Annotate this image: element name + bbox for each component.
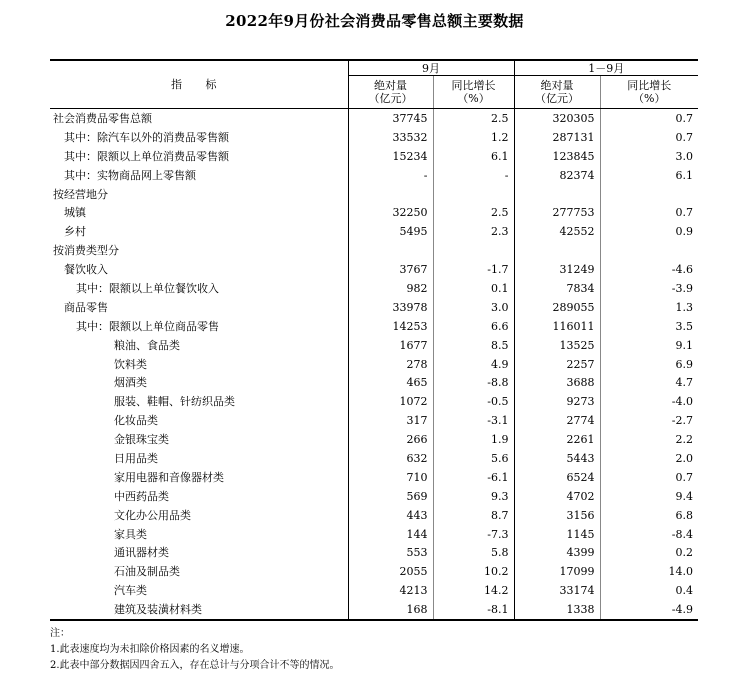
table-row xyxy=(50,468,698,487)
sep-value-cell: 33532 xyxy=(348,128,433,147)
sep-growth-cell: -6.1 xyxy=(433,468,514,487)
sep-value-cell: 2055 xyxy=(348,562,433,581)
sep-growth-cell: 5.6 xyxy=(433,449,514,468)
sep-value-cell xyxy=(348,185,433,204)
row-label: 石油及制品类 xyxy=(50,562,348,581)
sep-growth-cell: 0.1 xyxy=(433,279,514,298)
ytd-growth-cell: 6.1 xyxy=(675,168,693,182)
sep-growth-cell: 1.9 xyxy=(433,430,514,449)
ytd-growth-cell: 6.9 xyxy=(675,357,693,371)
ytd-value-cell: 2261 xyxy=(514,430,600,449)
table-row xyxy=(50,109,698,128)
ytd-value-cell: 82374 xyxy=(514,166,600,185)
row-label: 建筑及装潢材料类 xyxy=(50,600,348,620)
ytd-value-cell: 5443 xyxy=(514,449,600,468)
ytd-growth-cell: 0.7 xyxy=(675,470,693,484)
sep-growth-cell: -8.1 xyxy=(433,600,514,620)
sep-value-cell: 982 xyxy=(348,279,433,298)
table-row xyxy=(50,298,698,317)
table-row xyxy=(50,128,698,147)
abs-value-label: 绝对量 xyxy=(374,79,407,92)
row-label: 家具类 xyxy=(50,525,348,544)
table-row xyxy=(50,317,698,336)
footnote-2: 2.此表中部分数据因四舍五入，存在总计与分项合计不等的情况。 xyxy=(50,660,340,671)
growth-label: 同比增长 xyxy=(627,79,672,92)
table-row xyxy=(50,600,698,620)
table-row xyxy=(50,279,698,298)
ytd-value-cell: 287131 xyxy=(514,128,600,147)
growth-unit: （%） xyxy=(633,92,666,105)
ytd-value-cell: 42552 xyxy=(514,222,600,241)
ytd-growth-cell: 2.0 xyxy=(675,451,693,465)
sep-abs-value-header xyxy=(348,76,433,109)
ytd-growth-cell: 9.4 xyxy=(675,489,693,503)
sep-growth-cell: -1.7 xyxy=(433,260,514,279)
ytd-value-cell: 6524 xyxy=(514,468,600,487)
table-row xyxy=(50,241,698,260)
sep-growth-cell: -0.5 xyxy=(433,392,514,411)
ytd-value-cell: 123845 xyxy=(514,147,600,166)
ytd-value-cell: 116011 xyxy=(514,317,600,336)
sep-growth-cell: 8.5 xyxy=(433,336,514,355)
ytd-growth-cell: -2.7 xyxy=(671,414,693,428)
table-row xyxy=(50,185,698,204)
sep-value-cell: 33978 xyxy=(348,298,433,317)
row-label: 其中：限额以上单位消费品零售额 xyxy=(50,147,348,166)
table-header xyxy=(50,60,698,109)
sep-growth-cell: 6.6 xyxy=(433,317,514,336)
sep-value-cell: 168 xyxy=(348,600,433,620)
row-label: 其中：限额以上单位商品零售 xyxy=(50,317,348,336)
sep-value-cell: 1072 xyxy=(348,392,433,411)
ytd-growth-cell xyxy=(600,241,698,260)
sep-growth-cell: 8.7 xyxy=(433,506,514,525)
ytd-growth-cell: 0.7 xyxy=(675,111,693,125)
sep-value-cell: 278 xyxy=(348,355,433,374)
table-row xyxy=(50,336,698,355)
row-label: 中西药品类 xyxy=(50,487,348,506)
sep-value-cell xyxy=(348,241,433,260)
sep-growth-cell: 5.8 xyxy=(433,543,514,562)
sep-value-cell: 317 xyxy=(348,411,433,430)
table-row xyxy=(50,449,698,468)
ytd-value-cell: 4399 xyxy=(514,543,600,562)
ytd-value-cell: 4702 xyxy=(514,487,600,506)
row-label: 饮料类 xyxy=(50,355,348,374)
sep-growth-cell: - xyxy=(433,166,514,185)
sep-value-cell: 569 xyxy=(348,487,433,506)
ytd-growth-cell xyxy=(600,185,698,204)
sep-value-cell: 4213 xyxy=(348,581,433,600)
ytd-growth-cell: 0.7 xyxy=(675,130,693,144)
ytd-value-cell: 9273 xyxy=(514,392,600,411)
row-label: 金银珠宝类 xyxy=(50,430,348,449)
ytd-value-cell: 277753 xyxy=(514,203,600,222)
sep-growth-cell: 6.1 xyxy=(433,147,514,166)
row-label: 烟酒类 xyxy=(50,373,348,392)
ytd-value-cell: 2774 xyxy=(514,411,600,430)
ytd-growth-cell: 0.7 xyxy=(675,206,693,220)
row-label: 粮油、食品类 xyxy=(50,336,348,355)
table-row xyxy=(50,525,698,544)
table-row xyxy=(50,355,698,374)
row-label: 其中：实物商品网上零售额 xyxy=(50,166,348,185)
ytd-growth-cell: 4.7 xyxy=(675,376,693,390)
sep-value-cell: - xyxy=(348,166,433,185)
ytd-value-cell: 1145 xyxy=(514,525,600,544)
row-label: 文化办公用品类 xyxy=(50,506,348,525)
ytd-value-cell: 1338 xyxy=(514,600,600,620)
sep-growth-cell: -3.1 xyxy=(433,411,514,430)
ytd-growth-cell: 1.3 xyxy=(675,300,693,314)
ytd-value-cell: 2257 xyxy=(514,355,600,374)
row-label: 乡村 xyxy=(50,222,348,241)
ytd-growth-cell: 2.2 xyxy=(675,433,693,447)
sep-growth-cell: 14.2 xyxy=(433,581,514,600)
sep-value-cell: 553 xyxy=(348,543,433,562)
sep-growth-cell: 1.2 xyxy=(433,128,514,147)
ytd-growth-cell: 3.0 xyxy=(675,149,693,163)
row-label: 其中：除汽车以外的消费品零售额 xyxy=(50,128,348,147)
sep-value-cell: 144 xyxy=(348,525,433,544)
sep-value-cell: 632 xyxy=(348,449,433,468)
jan-sep-header: 1－9月 xyxy=(514,60,698,76)
ytd-growth-cell: -4.6 xyxy=(671,263,693,277)
ytd-value-cell: 7834 xyxy=(514,279,600,298)
sep-growth-cell: 10.2 xyxy=(433,562,514,581)
ytd-growth-cell: 9.1 xyxy=(675,338,693,352)
sep-growth-cell: 9.3 xyxy=(433,487,514,506)
row-label: 社会消费品零售总额 xyxy=(50,109,348,128)
ytd-growth-cell: 6.8 xyxy=(675,508,693,522)
row-label: 汽车类 xyxy=(50,581,348,600)
sep-growth-cell: -8.8 xyxy=(433,373,514,392)
ytd-value-cell: 33174 xyxy=(514,581,600,600)
footnote-1: 1.此表速度均为未扣除价格因素的名义增速。 xyxy=(50,644,250,655)
table-row xyxy=(50,562,698,581)
row-label: 按经营地分 xyxy=(50,185,348,204)
abs-value-unit: （亿元） xyxy=(368,92,413,105)
ytd-value-cell xyxy=(514,241,600,260)
ytd-growth-cell: 0.2 xyxy=(675,546,693,560)
ytd-growth-cell: -4.0 xyxy=(671,395,693,409)
ytd-growth-cell: -8.4 xyxy=(671,527,693,541)
table-body xyxy=(50,109,698,621)
abs-value-unit: （亿元） xyxy=(535,92,579,105)
row-label: 服装、鞋帽、针纺织品类 xyxy=(50,392,348,411)
sep-value-cell: 15234 xyxy=(348,147,433,166)
sep-value-cell: 266 xyxy=(348,430,433,449)
indicator-header: 指 标 xyxy=(50,60,348,109)
row-label: 餐饮收入 xyxy=(50,260,348,279)
sep-value-cell: 3767 xyxy=(348,260,433,279)
table-row xyxy=(50,222,698,241)
ytd-growth-cell: -4.9 xyxy=(600,600,698,620)
footnotes xyxy=(50,626,340,674)
retail-sales-table xyxy=(50,59,698,621)
table-row xyxy=(50,392,698,411)
ytd-growth-cell: 3.5 xyxy=(675,319,693,333)
sep-growth-header xyxy=(433,76,514,109)
row-label: 按消费类型分 xyxy=(50,241,348,260)
ytd-value-cell: 3688 xyxy=(514,373,600,392)
sep-growth-cell: -7.3 xyxy=(433,525,514,544)
row-label: 城镇 xyxy=(50,203,348,222)
row-label: 其中：限额以上单位餐饮收入 xyxy=(50,279,348,298)
row-label: 日用品类 xyxy=(50,449,348,468)
sep-value-cell: 37745 xyxy=(348,109,433,128)
table-row xyxy=(50,411,698,430)
table-row xyxy=(50,487,698,506)
document-title: 2022年9月份社会消费品零售总额主要数据 xyxy=(225,12,524,30)
sep-growth-cell: 4.9 xyxy=(433,355,514,374)
abs-value-label: 绝对量 xyxy=(540,79,574,92)
sep-growth-cell xyxy=(433,185,514,204)
ytd-value-cell: 31249 xyxy=(514,260,600,279)
sep-value-cell: 1677 xyxy=(348,336,433,355)
ytd-growth-cell: -3.9 xyxy=(671,281,693,295)
ytd-growth-cell: 14.0 xyxy=(668,565,693,579)
table-row xyxy=(50,506,698,525)
sep-value-cell: 32250 xyxy=(348,203,433,222)
sep-growth-cell: 2.5 xyxy=(433,203,514,222)
ytd-value-cell: 289055 xyxy=(514,298,600,317)
sep-growth-cell: 3.0 xyxy=(433,298,514,317)
ytd-value-cell: 320305 xyxy=(514,109,600,128)
ytd-value-cell: 3156 xyxy=(514,506,600,525)
row-label: 商品零售 xyxy=(50,298,348,317)
table-row xyxy=(50,147,698,166)
table-row xyxy=(50,581,698,600)
growth-label: 同比增长 xyxy=(451,79,496,92)
sep-value-cell: 465 xyxy=(348,373,433,392)
table-row xyxy=(50,543,698,562)
row-label: 家用电器和音像器材类 xyxy=(50,468,348,487)
sep-growth-cell: 2.3 xyxy=(433,222,514,241)
sep-value-cell: 710 xyxy=(348,468,433,487)
ytd-abs-value-header xyxy=(514,76,600,109)
footnote-heading: 注： xyxy=(50,628,70,639)
sep-growth-cell xyxy=(433,241,514,260)
table-row xyxy=(50,373,698,392)
sep-value-cell: 5495 xyxy=(348,222,433,241)
ytd-value-cell: 13525 xyxy=(514,336,600,355)
ytd-growth-cell: 0.9 xyxy=(675,225,693,239)
sep-value-cell: 14253 xyxy=(348,317,433,336)
september-header: 9月 xyxy=(348,60,514,76)
row-label: 通讯器材类 xyxy=(50,543,348,562)
ytd-value-cell xyxy=(514,185,600,204)
sep-value-cell: 443 xyxy=(348,506,433,525)
ytd-growth-cell: 0.4 xyxy=(675,584,693,598)
table-row xyxy=(50,260,698,279)
growth-unit: （%） xyxy=(457,92,490,105)
ytd-value-cell: 17099 xyxy=(514,562,600,581)
table-row xyxy=(50,430,698,449)
row-label: 化妆品类 xyxy=(50,411,348,430)
table-row xyxy=(50,203,698,222)
sep-growth-cell: 2.5 xyxy=(433,109,514,128)
ytd-growth-header xyxy=(600,76,698,109)
table-row xyxy=(50,166,698,185)
